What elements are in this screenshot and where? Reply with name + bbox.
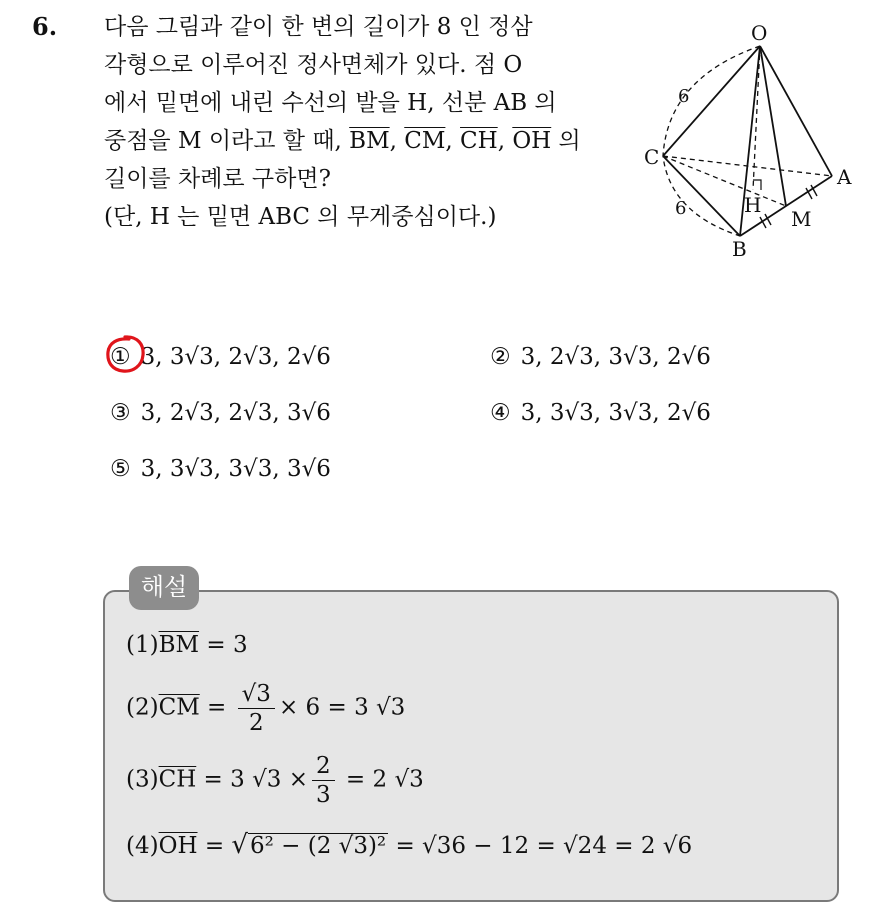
choice-text: 3, 2√3, 3√3, 2√6 <box>520 344 711 370</box>
question-line <box>104 122 624 160</box>
choice-mark: ⑤ <box>110 456 131 482</box>
solution-line-3 <box>126 752 424 809</box>
segment-cm: $\overline{CM}$ <box>404 128 446 154</box>
solution-line-2 <box>126 680 405 737</box>
fraction-numerator: √3 <box>238 680 275 709</box>
comma: , <box>497 128 513 154</box>
comma: , <box>445 128 461 154</box>
question-line: 다음 그림과 같이 한 변의 길이가 8 인 정삼 <box>104 14 533 40</box>
segment-ch: $\overline{CH}$ <box>158 766 197 793</box>
fraction-numerator: 2 <box>312 752 335 781</box>
choice-5[interactable] <box>110 456 331 482</box>
choice-text: 3, 2√3, 2√3, 3√6 <box>140 400 331 426</box>
step-label: (4) <box>126 833 159 859</box>
equals: = <box>199 694 234 721</box>
step-result: = √36 − 12 = √24 = 2 √6 <box>388 833 693 859</box>
choice-mark: ① <box>110 344 131 370</box>
segment-oh: $\overline{OH}$ <box>158 833 198 859</box>
line-prefix: 중점을 M 이라고 할 때, <box>104 128 350 154</box>
question-line: 에서 밑면에 내린 수선의 발을 H, 선분 AB 의 <box>104 90 557 116</box>
segment-bm: $\overline{BM}$ <box>349 128 390 154</box>
step-result: = 3 <box>199 632 248 658</box>
question-line: 각형으로 이루어진 정사면체가 있다. 점 O <box>104 52 523 78</box>
edge-cb <box>663 156 740 236</box>
sqrt-sign: √ <box>231 830 248 860</box>
label-c: C <box>644 145 660 169</box>
fraction-denominator: 2 <box>248 710 264 736</box>
step-label: (2) <box>126 694 159 721</box>
question-line: 길이를 차례로 구하면? <box>104 166 331 192</box>
label-o: O <box>751 21 768 45</box>
choice-2[interactable] <box>490 344 711 370</box>
step-label: (1) <box>126 632 159 658</box>
step-result: × 6 = 3 √3 <box>278 694 406 721</box>
segment-oh: $\overline{OH}$ <box>512 128 552 154</box>
segment-bm: $\overline{BM}$ <box>158 632 200 658</box>
choice-3[interactable] <box>110 400 331 426</box>
step-expression: = 3 √3 × <box>196 766 308 793</box>
fraction <box>312 752 335 809</box>
segment-ch: $\overline{CH}$ <box>460 128 498 154</box>
choice-mark: ② <box>490 344 511 370</box>
fraction <box>238 680 275 737</box>
label-b: B <box>732 237 747 261</box>
step-label: (3) <box>126 766 159 793</box>
tetrahedron-figure <box>640 18 870 268</box>
fraction-denominator: 3 <box>315 782 331 808</box>
label-edge-oc: 6 <box>678 86 690 107</box>
choice-mark: ③ <box>110 400 131 426</box>
solution-line-1 <box>126 632 248 658</box>
choice-text: 3, 3√3, 3√3, 3√6 <box>140 456 331 482</box>
step-result: = 2 √3 <box>338 766 424 793</box>
label-h: H <box>744 193 762 217</box>
choice-mark: ④ <box>490 400 511 426</box>
solution-tab: 해설 <box>129 566 199 610</box>
solution-line-4 <box>126 830 692 860</box>
segment-cm: $\overline{CM}$ <box>158 694 200 721</box>
question-number: 6. <box>32 12 58 41</box>
label-a: A <box>837 165 852 189</box>
line-suffix: 의 <box>551 128 581 154</box>
selected-answer-circle-icon <box>103 333 147 375</box>
question-line: (단, H 는 밑면 ABC 의 무게중심이다.) <box>104 204 497 230</box>
equals: = <box>197 833 232 859</box>
question-text <box>104 8 624 236</box>
label-edge-cb: 6 <box>675 198 687 219</box>
choice-text: 3, 3√3, 3√3, 2√6 <box>520 400 711 426</box>
sqrt-radicand: 6² − (2 √3)² <box>250 833 387 859</box>
choice-4[interactable] <box>490 400 711 426</box>
comma: , <box>389 128 405 154</box>
label-m: M <box>791 207 812 231</box>
segment-oh-dashed <box>753 46 760 190</box>
right-angle-mark <box>753 180 761 190</box>
choice-text: 3, 3√3, 2√3, 2√6 <box>140 344 331 370</box>
